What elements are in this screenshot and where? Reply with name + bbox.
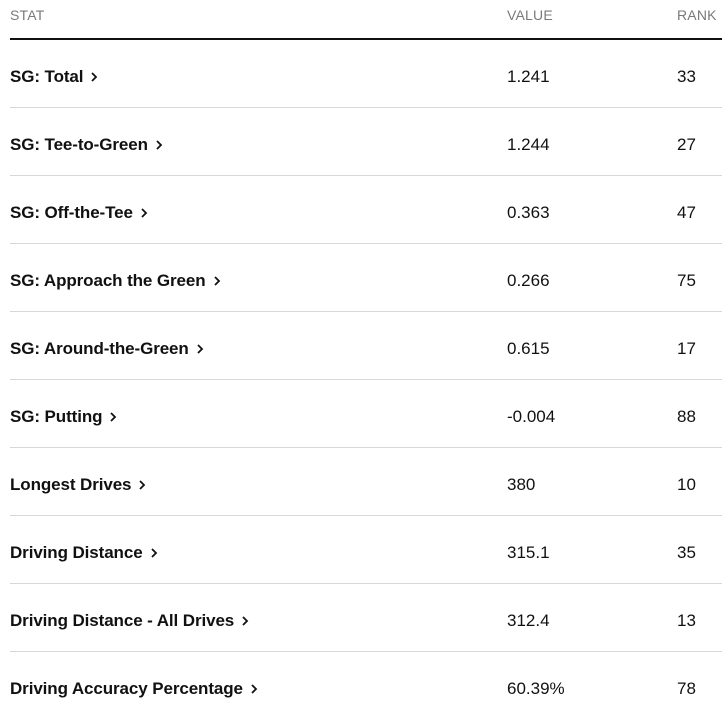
stat-value: 315.1 xyxy=(507,543,550,562)
stat-link[interactable] xyxy=(10,611,250,631)
chevron-right-icon xyxy=(139,207,149,219)
stat-name: Driving Accuracy Percentage xyxy=(10,679,243,698)
stat-value: 380 xyxy=(507,475,536,494)
stat-rank: 88 xyxy=(677,407,696,426)
chevron-right-icon xyxy=(137,479,147,491)
stat-link[interactable] xyxy=(10,339,205,359)
chevron-right-icon xyxy=(249,683,259,695)
stat-name: SG: Tee-to-Green xyxy=(10,135,148,154)
stat-link[interactable] xyxy=(10,203,149,223)
table-row[interactable] xyxy=(10,448,722,516)
stat-link[interactable] xyxy=(10,407,118,427)
stat-value: 0.363 xyxy=(507,203,550,222)
stat-rank: 17 xyxy=(677,339,696,358)
column-header-value[interactable]: VALUE xyxy=(507,7,553,23)
table-row[interactable] xyxy=(10,176,722,244)
table-row[interactable] xyxy=(10,40,722,108)
table-row[interactable] xyxy=(10,312,722,380)
stat-name: SG: Total xyxy=(10,67,84,86)
table-row[interactable] xyxy=(10,584,722,652)
stat-link[interactable] xyxy=(10,271,222,291)
stat-name: Driving Distance - All Drives xyxy=(10,611,235,630)
stat-value: 1.244 xyxy=(507,135,550,154)
chevron-right-icon xyxy=(89,71,99,83)
stat-rank: 13 xyxy=(677,611,696,630)
column-header-rank[interactable]: RANK xyxy=(677,7,717,23)
chevron-right-icon xyxy=(108,411,118,423)
stat-rank: 35 xyxy=(677,543,696,562)
table-row[interactable] xyxy=(10,516,722,584)
stat-name: Driving Distance xyxy=(10,543,143,562)
table-row[interactable] xyxy=(10,244,722,312)
stats-table xyxy=(10,0,722,720)
table-header xyxy=(10,0,722,40)
stat-link[interactable] xyxy=(10,67,99,87)
table-row[interactable] xyxy=(10,652,722,720)
stat-rank: 75 xyxy=(677,271,696,290)
stat-value: -0.004 xyxy=(507,407,556,426)
stat-rank: 27 xyxy=(677,135,696,154)
chevron-right-icon xyxy=(149,547,159,559)
stat-value: 312.4 xyxy=(507,611,550,630)
chevron-right-icon xyxy=(212,275,222,287)
chevron-right-icon xyxy=(240,615,250,627)
stat-link[interactable] xyxy=(10,543,159,563)
stat-value: 0.615 xyxy=(507,339,550,358)
table-row[interactable] xyxy=(10,380,722,448)
stat-rank: 47 xyxy=(677,203,696,222)
stat-link[interactable] xyxy=(10,475,147,495)
stat-rank: 10 xyxy=(677,475,696,494)
stat-rank: 33 xyxy=(677,67,696,86)
chevron-right-icon xyxy=(154,139,164,151)
stat-name: SG: Approach the Green xyxy=(10,271,206,290)
stat-value: 60.39% xyxy=(507,679,565,698)
stat-value: 0.266 xyxy=(507,271,550,290)
stat-link[interactable] xyxy=(10,679,259,699)
stat-link[interactable] xyxy=(10,135,164,155)
stat-name: SG: Off-the-Tee xyxy=(10,203,133,222)
stat-name: SG: Putting xyxy=(10,407,103,426)
stat-value: 1.241 xyxy=(507,67,550,86)
chevron-right-icon xyxy=(195,343,205,355)
stat-name: SG: Around-the-Green xyxy=(10,339,189,358)
stat-rank: 78 xyxy=(677,679,696,698)
stat-name: Longest Drives xyxy=(10,475,132,494)
table-row[interactable] xyxy=(10,108,722,176)
column-header-stat[interactable]: STAT xyxy=(10,7,45,23)
